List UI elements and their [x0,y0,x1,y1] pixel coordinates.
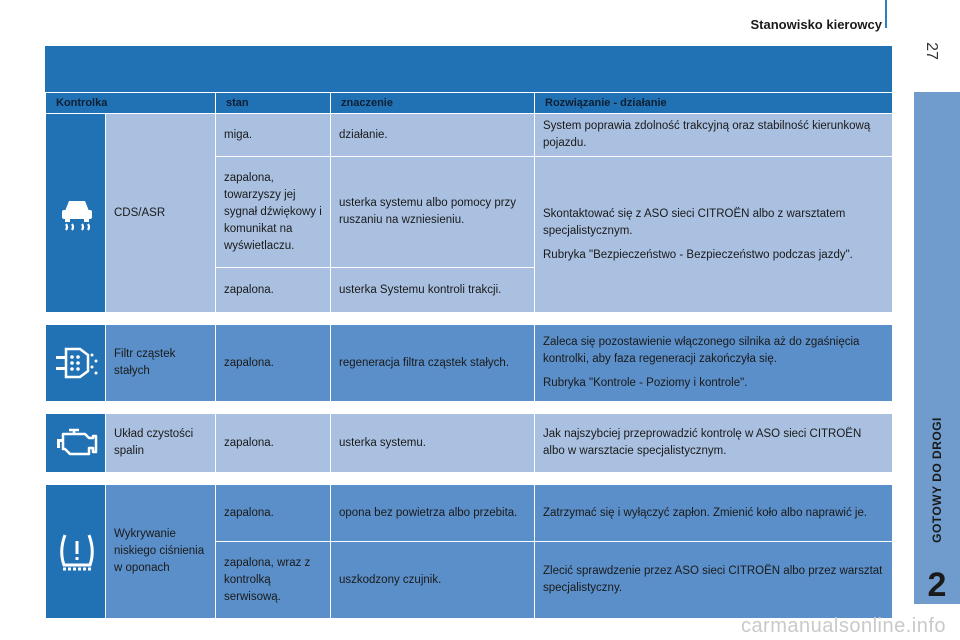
column-header-rozwiazanie: Rozwiązanie - działanie [535,93,893,114]
table-row [46,325,893,402]
meaning-cell: uszkodzony czujnik. [331,542,535,619]
icon-cell [46,485,106,619]
meaning-cell: usterka Systemu kontroli trakcji. [331,268,535,313]
page-number: 27 [923,42,940,60]
indicator-name: Filtr cząstek stałych [106,325,216,402]
action-cell: Zatrzymać się i wyłączyć zapłon. Zmienić koło albo naprawić je. [535,485,893,542]
column-header-stan: stan [216,93,331,114]
state-cell: zapalona, towarzyszy jej sygnał dźwiękowy i komunikat na wyświetlaczu. [216,157,331,268]
action-cell: Jak najszybciej przeprowadzić kontrolę w ASO sieci CITROËN albo w warsztacie specjalistycznym. [535,414,893,473]
indicator-name: Wykrywanie niskiego ciśnienia w oponach [106,485,216,619]
icon-cell [46,414,106,473]
state-cell: zapalona, wraz z kontrolką serwisową. [216,542,331,619]
meaning-cell: usterka systemu. [331,414,535,473]
table-top-band [45,46,892,92]
table-row [46,414,893,473]
action-cell: System poprawia zdolność trakcyjną oraz stabilność kierunkową pojazdu. [535,114,893,157]
meaning-cell: działanie. [331,114,535,157]
state-cell: zapalona. [216,325,331,402]
meaning-cell: opona bez powietrza albo przebita. [331,485,535,542]
state-cell: zapalona. [216,485,331,542]
engine-emission-icon [54,425,99,461]
header-divider [885,0,887,28]
indicator-name: CDS/ASR [106,114,216,313]
watermark: carmanualsonline.info [740,615,946,637]
warning-lights-table [45,92,893,619]
table-row [46,114,893,157]
column-header-znaczenie: znaczenie [331,93,535,114]
table-header-row [46,93,893,114]
state-cell: zapalona. [216,268,331,313]
meaning-cell: regeneracja filtra cząstek stałych. [331,325,535,402]
chapter-number: 2 [927,566,947,604]
action-cell: Zaleca się pozostawienie włączonego silnika aż do zgaśnięcia kontrolki, aby faza regeneracji zakończyła się. Rubryka "Kontrole - Poziomy i kontrole". [535,325,893,402]
state-cell: miga. [216,114,331,157]
column-header-kontrolka: Kontrolka [46,93,216,114]
tyre-pressure-icon [54,531,99,573]
particle-filter-icon [54,343,99,383]
icon-cell [46,325,106,402]
action-cell: Zlecić sprawdzenie przez ASO sieci CITROËN albo przez warsztat specjalistyczny. [535,542,893,619]
traction-control-icon [54,191,99,235]
chapter-tab-label: GOTOWY DO DROGI [930,417,945,543]
state-cell: zapalona. [216,414,331,473]
action-cell: Skontaktować się z ASO sieci CITROËN albo z warsztatem specjalistycznym. Rubryka "Bezpieczeństwo - Bezpieczeństwo podczas jazdy". [535,157,893,313]
meaning-cell: usterka systemu albo pomocy przy ruszaniu na wzniesieniu. [331,157,535,268]
icon-cell [46,114,106,313]
section-title: Stanowisko kierowcy [750,17,882,32]
indicator-name: Układ czystości spalin [106,414,216,473]
table-row [46,485,893,542]
